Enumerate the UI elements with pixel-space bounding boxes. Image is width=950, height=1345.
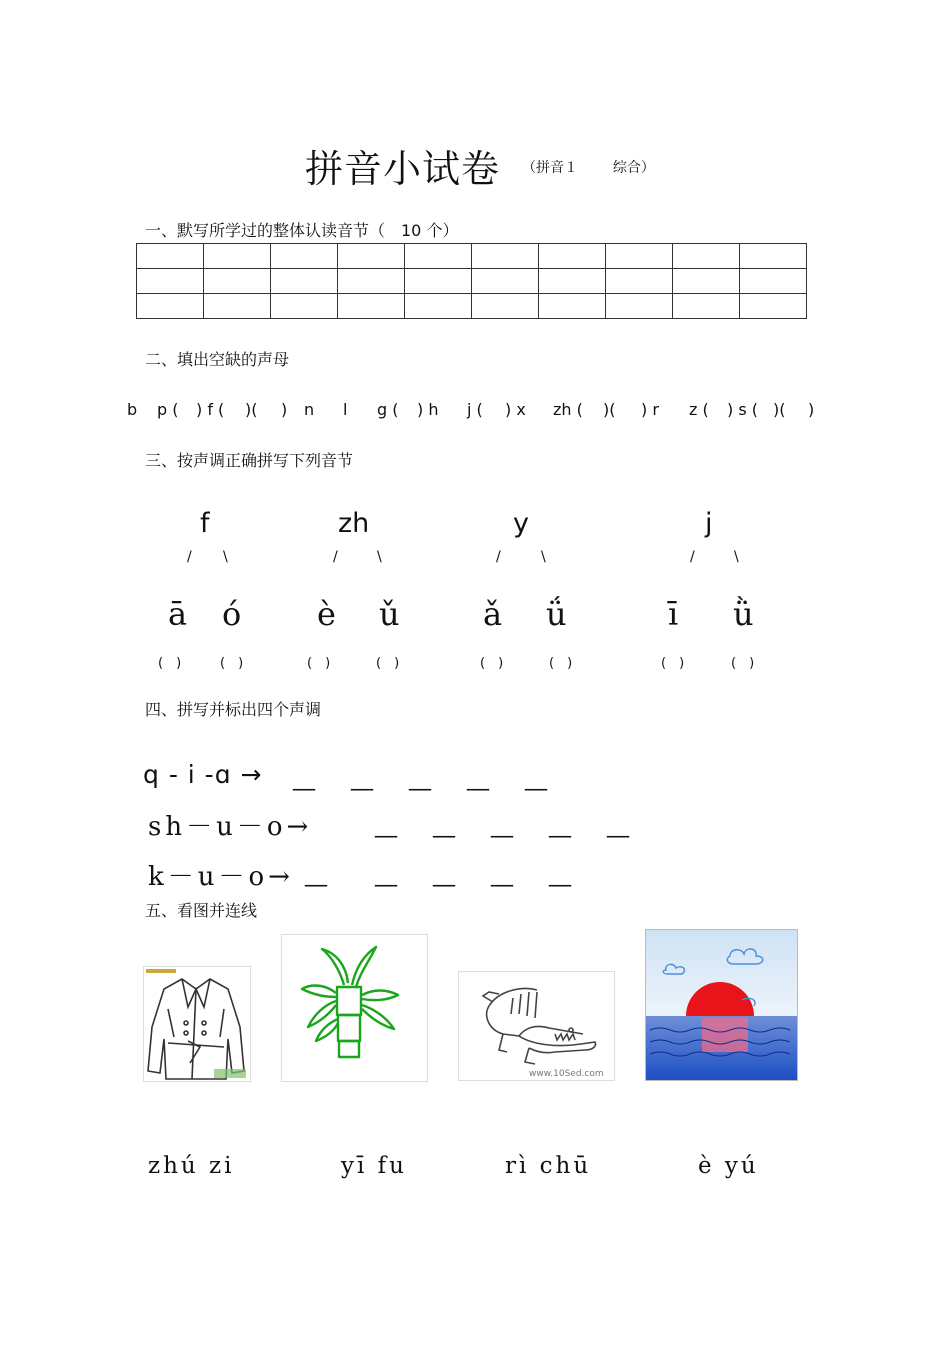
blank-line[interactable]: __ (433, 862, 455, 887)
coat-picture[interactable] (143, 966, 251, 1082)
crocodile-picture[interactable] (458, 971, 615, 1081)
reading-richu[interactable]: rì chū (505, 1153, 592, 1179)
crocodile-watermark: www.10Sed.com (529, 1069, 604, 1079)
grid-cell[interactable] (539, 294, 606, 319)
spell-row-kuo: k－u－o→ (148, 862, 294, 892)
section1-heading: 一、默写所学过的整体认读音节（ 10 个） (145, 221, 459, 240)
initials-item: b (127, 400, 138, 419)
initials-item: j ( (467, 400, 483, 419)
grid-cell[interactable] (472, 294, 539, 319)
blank-line[interactable]: __ (607, 813, 629, 838)
blank-line[interactable]: __ (525, 766, 547, 791)
answer-paren[interactable]: ( ) (549, 656, 573, 671)
page-title: 拼音小试卷 (305, 147, 501, 191)
blank-line[interactable]: __ (491, 813, 513, 838)
sunrise-icon (646, 930, 797, 1080)
blank-line[interactable]: __ (305, 862, 327, 887)
grid-cell[interactable] (673, 294, 740, 319)
coat-icon (144, 967, 250, 1081)
grid-cell[interactable] (539, 244, 606, 269)
grid-cell[interactable] (606, 294, 673, 319)
vowel-v: ǜ (733, 595, 754, 633)
branch-left: / (187, 549, 192, 565)
blank-line[interactable]: __ (375, 862, 397, 887)
reading-eyu[interactable]: è yú (698, 1153, 759, 1179)
grid-cell[interactable] (740, 294, 807, 319)
grid-cell[interactable] (204, 294, 271, 319)
vowel-i: ī (668, 595, 679, 633)
blank-line[interactable]: __ (549, 862, 571, 887)
grid-cell[interactable] (137, 244, 204, 269)
vowel-o: ó (222, 595, 242, 633)
grid-cell[interactable] (405, 269, 472, 294)
page-subtitle (522, 157, 655, 177)
initials-item: z ( (689, 400, 709, 419)
consonant-j: j (705, 508, 713, 539)
initials-item: n (304, 400, 315, 419)
grid-cell[interactable] (271, 244, 338, 269)
grid-cell[interactable] (539, 269, 606, 294)
grid-cell[interactable] (204, 244, 271, 269)
blank-line[interactable]: __ (491, 862, 513, 887)
reading-yifu[interactable]: yī fu (341, 1153, 407, 1179)
initials-item: )( (245, 400, 258, 419)
initials-item: ) s ( (727, 400, 758, 419)
initials-item: l (343, 400, 348, 419)
answer-paren[interactable]: ( ) (220, 656, 244, 671)
grid-cell[interactable] (204, 269, 271, 294)
blank-line[interactable]: __ (549, 813, 571, 838)
grid-cell[interactable] (271, 269, 338, 294)
section2-heading: 二、填出空缺的声母 (145, 350, 290, 369)
initials-item: ) r (641, 400, 659, 419)
grid-cell[interactable] (472, 244, 539, 269)
blank-line[interactable]: __ (409, 766, 431, 791)
consonant-y: y (513, 508, 529, 539)
vowel-e: è (317, 595, 336, 633)
grid-row (137, 269, 807, 294)
grid-cell[interactable] (606, 244, 673, 269)
initials-item: ) x (505, 400, 526, 419)
answer-grid (136, 243, 807, 319)
initials-item: g ( (377, 400, 399, 419)
grid-row (137, 244, 807, 269)
bamboo-picture[interactable] (281, 934, 428, 1082)
grid-cell[interactable] (673, 244, 740, 269)
section5-heading: 五、看图并连线 (145, 901, 258, 920)
grid-cell[interactable] (606, 269, 673, 294)
blank-line[interactable]: __ (467, 766, 489, 791)
branch-left: / (333, 549, 338, 565)
consonant-zh: zh (338, 508, 370, 539)
grid-cell[interactable] (472, 269, 539, 294)
answer-paren[interactable]: ( ) (376, 656, 400, 671)
branch-right: \ (377, 549, 382, 565)
subtitle-part2: 综合） (612, 160, 655, 176)
grid-cell[interactable] (338, 294, 405, 319)
initials-item: )( (603, 400, 616, 419)
answer-paren[interactable]: ( ) (731, 656, 755, 671)
section4-heading: 四、拼写并标出四个声调 (145, 700, 322, 719)
answer-paren[interactable]: ( ) (158, 656, 182, 671)
answer-paren[interactable]: ( ) (307, 656, 331, 671)
initials-item: zh ( (553, 400, 583, 419)
grid-row (137, 294, 807, 319)
blank-line[interactable]: __ (433, 813, 455, 838)
reading-zhuzi[interactable]: zhú zi (148, 1153, 235, 1179)
branch-right: \ (541, 549, 546, 565)
crocodile-icon (459, 972, 614, 1080)
initials-item: ) h (417, 400, 439, 419)
grid-cell[interactable] (338, 269, 405, 294)
grid-cell[interactable] (405, 294, 472, 319)
sunrise-picture[interactable] (645, 929, 798, 1081)
vowel-v: ǘ (546, 595, 567, 633)
initials-item: p ( (157, 400, 179, 419)
initials-item: ) (281, 400, 288, 419)
grid-cell[interactable] (673, 269, 740, 294)
vowel-u: ǔ (379, 595, 400, 633)
initials-item: )( (773, 400, 786, 419)
grid-cell[interactable] (271, 294, 338, 319)
subtitle-part1: （拼音１ (522, 160, 578, 176)
answer-paren[interactable]: ( ) (661, 656, 685, 671)
vowel-a: ǎ (483, 595, 503, 633)
blank-line[interactable]: __ (293, 766, 315, 791)
branch-right: \ (223, 549, 228, 565)
answer-paren[interactable]: ( ) (480, 656, 504, 671)
grid-cell[interactable] (740, 244, 807, 269)
blank-line[interactable]: __ (351, 766, 373, 791)
grid-cell[interactable] (137, 269, 204, 294)
initials-item: ) (808, 400, 815, 419)
consonant-f: f (200, 508, 210, 539)
vowel-a: ā (168, 595, 188, 633)
section3-heading: 三、按声调正确拼写下列音节 (145, 451, 354, 470)
grid-cell[interactable] (405, 244, 472, 269)
spell-row-qia: q - i -ɑ → (143, 760, 263, 789)
spell-row-shuo: sh－u－o→ (148, 812, 313, 842)
branch-right: \ (734, 549, 739, 565)
branch-left: / (690, 549, 695, 565)
grid-cell[interactable] (338, 244, 405, 269)
bamboo-icon (282, 935, 427, 1081)
blank-line[interactable]: __ (375, 813, 397, 838)
grid-cell[interactable] (740, 269, 807, 294)
grid-cell[interactable] (137, 294, 204, 319)
branch-left: / (496, 549, 501, 565)
initials-item: ) f ( (196, 400, 225, 419)
